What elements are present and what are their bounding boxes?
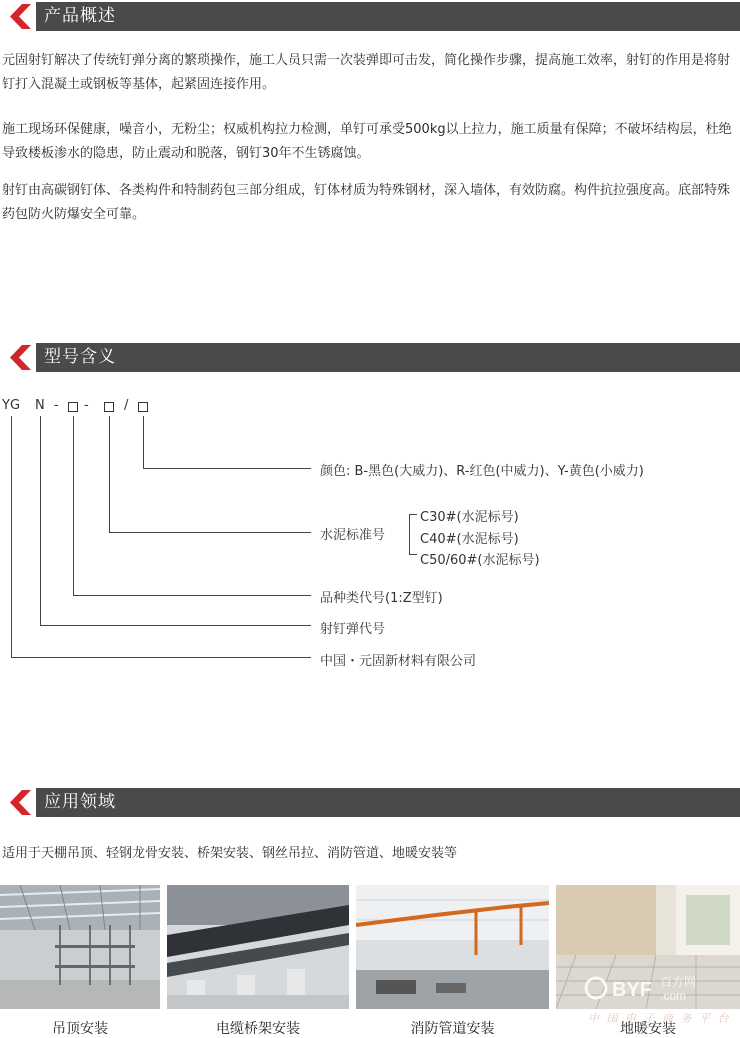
model-code-slash: / xyxy=(124,398,129,413)
model-code-box xyxy=(68,401,78,416)
label-color: 颜色: B-黑色(大威力)、R-红色(中威力)、Y-黄色(小威力) xyxy=(320,464,644,479)
model-code-box xyxy=(104,401,114,416)
model-code-dash: - xyxy=(84,398,89,413)
svg-text:BYF: BYF xyxy=(612,979,652,1001)
photo-ceiling-installation xyxy=(0,885,160,1009)
label-cement: 水泥标准号 xyxy=(320,528,386,543)
connector-line xyxy=(109,416,110,532)
bracket-line xyxy=(409,514,417,515)
photo-caption: 电缆桥架安装 xyxy=(216,1021,300,1037)
connector-line xyxy=(73,416,74,595)
section-chevron-icon xyxy=(0,343,36,372)
cement-grade: C30#(水泥标号) xyxy=(420,510,519,525)
application-text: 适用于天棚吊顶、轻钢龙骨安装、桥架安装、钢丝吊拉、消防管道、地暖安装等 xyxy=(2,846,458,861)
connector-line xyxy=(40,416,41,625)
cement-grade: C50/60#(水泥标号) xyxy=(420,553,540,568)
cement-grade: C40#(水泥标号) xyxy=(420,532,519,547)
section-title: 产品概述 xyxy=(44,6,116,26)
connector-line xyxy=(143,468,311,469)
label-nail: 射钉弹代号 xyxy=(320,622,386,637)
photo-cable-tray-installation xyxy=(167,885,349,1009)
model-code-n: N xyxy=(35,398,45,413)
section-header-model xyxy=(0,343,740,372)
photo-fire-pipe-installation xyxy=(356,885,549,1009)
watermark-logo xyxy=(582,970,732,1010)
section-chevron-icon xyxy=(0,2,36,31)
section-title: 应用领域 xyxy=(44,792,116,812)
section-header-application xyxy=(0,788,740,817)
model-code-box xyxy=(138,401,148,416)
section-chevron-icon xyxy=(0,788,36,817)
overview-paragraph: 元固射钉解决了传统钉弹分离的繁琐操作，施工人员只需一次装弹即可击发，简化操作步骤，提高施工效率，射钉的作用是将射钉打入混凝土或钢板等基体，起紧固连接作用。 xyxy=(2,53,731,92)
label-variety: 品种类代号(1:Z型钉) xyxy=(320,591,443,606)
overview-paragraph: 施工现场环保健康，噪音小，无粉尘；权威机构拉力检测，单钉可承受500kg以上拉力，施工质量有保障；不破坏结构层，杜绝导致楼板渗水的隐患，防止震动和脱落，钢钉30年不生锈腐蚀。 xyxy=(2,122,732,161)
label-company: 中国・元固新材料有限公司 xyxy=(320,654,477,669)
connector-line xyxy=(11,416,12,657)
model-code-dash: - xyxy=(54,398,59,413)
svg-text:.com: .com xyxy=(660,989,687,1003)
connector-line xyxy=(73,595,311,596)
connector-line xyxy=(143,416,144,468)
overview-paragraph: 射钉由高碳钢钉体、各类构件和特制药包三部分组成，钉体材质为特殊钢材，深入墙体，有效防腐。构件抗拉强度高。底部特殊药包防火防爆安全可靠。 xyxy=(2,183,731,222)
svg-text:百方网: 百方网 xyxy=(660,975,697,989)
connector-line xyxy=(11,657,311,658)
photo-caption: 消防管道安装 xyxy=(410,1021,495,1037)
bracket-line xyxy=(409,514,410,554)
photo-caption: 地暖安装 xyxy=(620,1021,676,1037)
section-title: 型号含义 xyxy=(44,347,116,367)
bracket-line xyxy=(409,554,417,555)
section-header-overview xyxy=(0,2,740,31)
photo-caption: 吊顶安装 xyxy=(52,1021,108,1037)
connector-line xyxy=(109,532,311,533)
model-code-yg: YG xyxy=(2,398,21,413)
connector-line xyxy=(40,625,311,626)
watermark-tagline: 中 国 电 子 商 务 平 台 xyxy=(588,1012,731,1025)
